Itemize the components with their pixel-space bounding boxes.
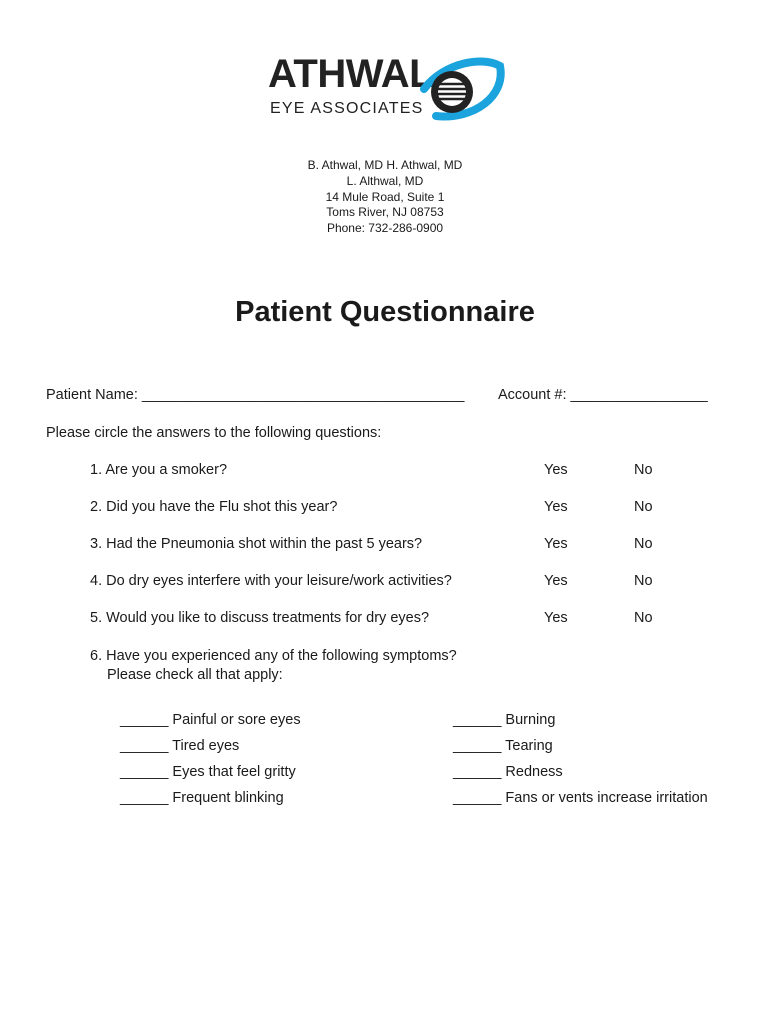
- account-number-field[interactable]: Account #: _________________: [498, 387, 708, 403]
- phone-number: Phone: 732-286-0900: [326, 221, 444, 236]
- city-state-zip: Toms River, NJ 08753: [326, 205, 444, 220]
- symptom-gritty-eyes[interactable]: ______ Eyes that feel gritty: [120, 764, 296, 780]
- question-2: 2. Did you have the Flu shot this year?: [90, 499, 338, 515]
- question-2-yes-option[interactable]: Yes: [544, 499, 568, 515]
- question-6-instructions: Please check all that apply:: [107, 667, 283, 683]
- street-address: 14 Mule Road, Suite 1: [325, 189, 445, 204]
- question-4-no-option[interactable]: No: [634, 573, 653, 589]
- symptom-tearing[interactable]: ______ Tearing: [453, 738, 553, 754]
- page-title: Patient Questionnaire: [235, 296, 535, 328]
- practice-address: [0, 158, 770, 237]
- question-5-no-option[interactable]: No: [634, 610, 653, 626]
- question-4-yes-option[interactable]: Yes: [544, 573, 568, 589]
- doctors-line: B. Athwal, MD H. Athwal, MD: [307, 158, 463, 172]
- symptom-burning[interactable]: ______ Burning: [453, 712, 556, 728]
- question-6: 6. Have you experienced any of the following symptoms?: [90, 648, 457, 664]
- symptom-redness[interactable]: ______ Redness: [453, 764, 563, 780]
- question-3-no-option[interactable]: No: [634, 536, 653, 552]
- logo-wordmark: ATHWAL: [268, 52, 434, 96]
- question-4: 4. Do dry eyes interfere with your leisure/work activities?: [90, 573, 452, 589]
- question-2-no-option[interactable]: No: [634, 499, 653, 515]
- doctor-line-2: L. Althwal, MD: [346, 173, 424, 188]
- symptom-tired-eyes[interactable]: ______ Tired eyes: [120, 738, 240, 754]
- instructions-text: Please circle the answers to the following questions:: [46, 425, 382, 441]
- practice-logo: [268, 54, 504, 124]
- symptom-painful-sore-eyes[interactable]: ______ Painful or sore eyes: [120, 712, 301, 728]
- eye-logo-icon: [414, 56, 506, 122]
- question-5-yes-option[interactable]: Yes: [544, 610, 568, 626]
- question-5: 5. Would you like to discuss treatments for dry eyes?: [90, 610, 430, 626]
- question-1-yes-option[interactable]: Yes: [544, 462, 568, 478]
- question-3-yes-option[interactable]: Yes: [544, 536, 568, 552]
- question-3: 3. Had the Pneumonia shot within the past 5 years?: [90, 536, 423, 552]
- question-1: 1. Are you a smoker?: [90, 462, 228, 478]
- question-1-no-option[interactable]: No: [634, 462, 653, 478]
- symptom-fans-vents-irritation[interactable]: ______ Fans or vents increase irritation: [453, 790, 708, 806]
- symptom-frequent-blinking[interactable]: ______ Frequent blinking: [120, 790, 284, 806]
- patient-name-field[interactable]: Patient Name: ________________________________________: [46, 387, 465, 403]
- logo-subtitle: EYE ASSOCIATES: [270, 100, 424, 117]
